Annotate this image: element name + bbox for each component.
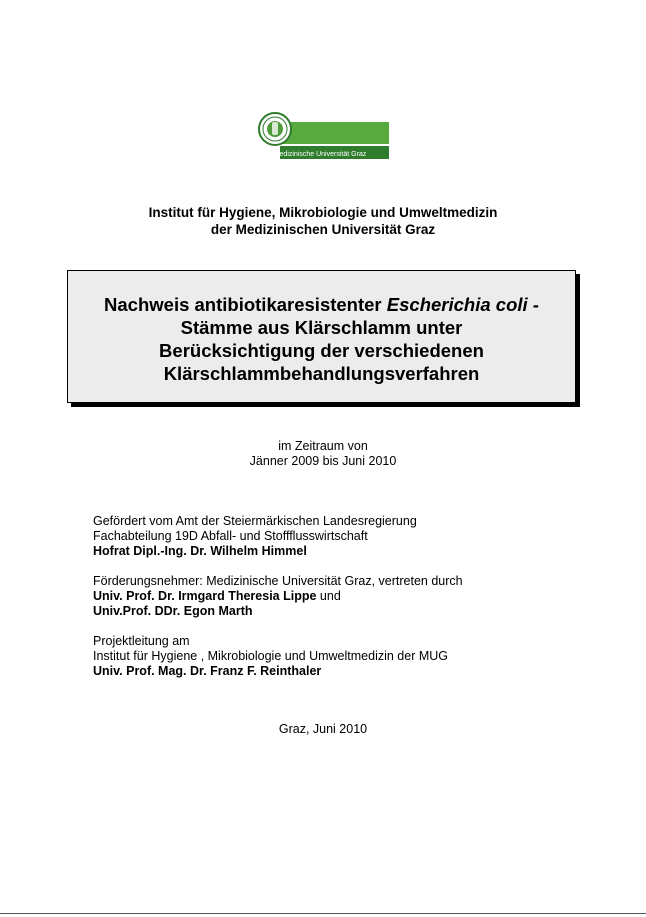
title-species-name: Escherichia coli (386, 294, 528, 315)
project-lead-line-3: Univ. Prof. Mag. Dr. Franz F. Reinthaler (93, 664, 322, 678)
recipient-line-1: Förderungsnehmer: Medizinische Universität Graz, vertreten durch (93, 574, 463, 588)
recipient-line-2-rest: und (316, 589, 341, 603)
logo-text: Medizinische Universität Graz (273, 151, 367, 158)
institute-header (0, 204, 646, 238)
recipient-block (93, 574, 463, 619)
university-logo (258, 108, 389, 160)
title-line-1 (68, 293, 575, 316)
title-line-1-suffix: - (527, 294, 539, 315)
institute-line-2: der Medizinischen Universität Graz (210, 222, 436, 237)
period (0, 439, 646, 469)
period-line-2: Jänner 2009 bis Juni 2010 (249, 454, 397, 468)
funding-line-1: Gefördert vom Amt der Steiermärkischen Landesregierung (93, 514, 417, 528)
recipient-line-3: Univ.Prof. DDr. Egon Marth (93, 604, 253, 618)
project-lead-block (93, 634, 448, 679)
funding-line-2: Fachabteilung 19D Abfall- und Stoffflusswirtschaft (93, 529, 368, 543)
title-line-4: Klärschlammbehandlungsverfahren (163, 363, 480, 384)
period-line-1: im Zeitraum von (278, 439, 368, 453)
title-box (67, 270, 576, 403)
recipient-line-2 (93, 589, 463, 604)
title-line-1-prefix: Nachweis antibiotikaresistenter (104, 294, 387, 315)
bottom-divider (0, 913, 646, 914)
funding-block (93, 514, 417, 559)
place-date: Graz, Juni 2010 (278, 722, 368, 736)
funding-line-3: Hofrat Dipl.-Ing. Dr. Wilhelm Himmel (93, 544, 307, 558)
title-line-3: Berücksichtigung der verschiedenen (159, 340, 484, 361)
institute-line-1: Institut für Hygiene, Mikrobiologie und Umweltmedizin (148, 205, 498, 220)
project-lead-line-1: Projektleitung am (93, 634, 190, 648)
document-title (68, 293, 575, 385)
project-lead-line-2: Institut für Hygiene , Mikrobiologie und Umweltmedizin der MUG (93, 649, 448, 663)
recipient-person-1: Univ. Prof. Dr. Irmgard Theresia Lippe (93, 589, 317, 603)
title-line-2: Stämme aus Klärschlamm unter (180, 317, 463, 338)
